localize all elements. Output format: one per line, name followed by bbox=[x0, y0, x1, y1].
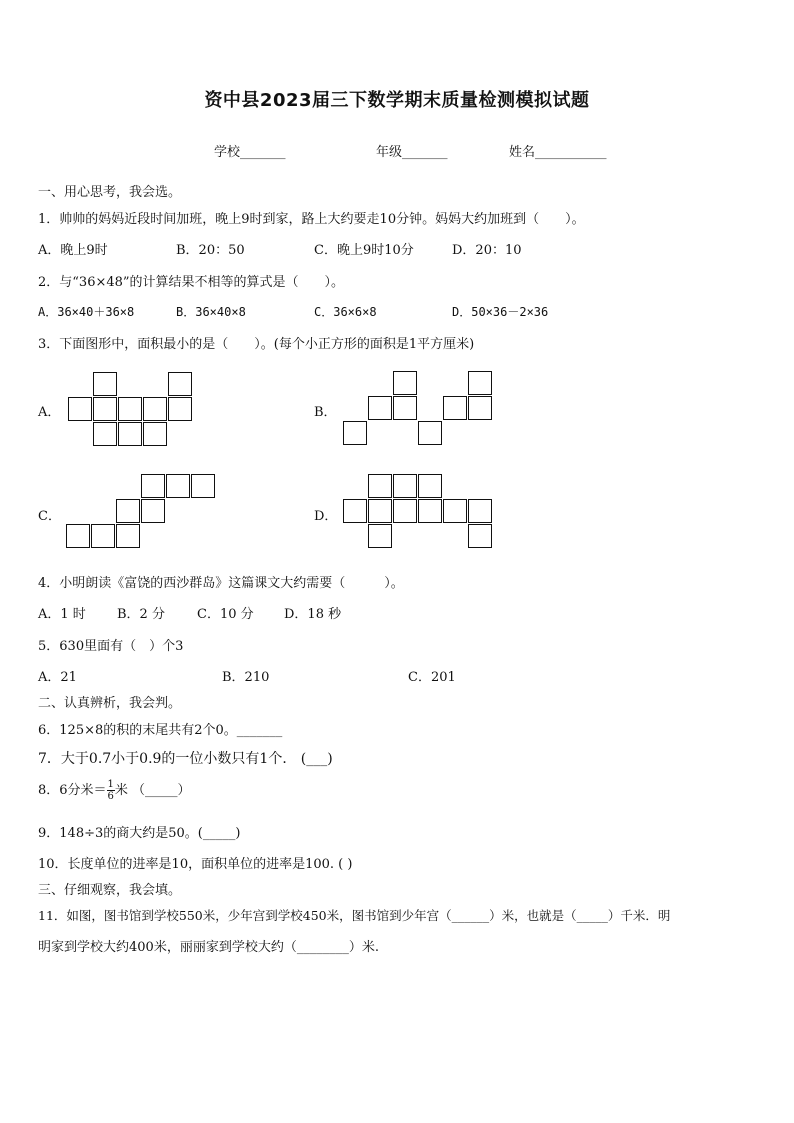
figure-a-label: A． bbox=[38, 405, 61, 420]
grid-cell bbox=[418, 474, 442, 498]
grid-cell bbox=[141, 499, 165, 523]
grid-cell bbox=[143, 422, 167, 446]
q4-option-c: C．10 分 bbox=[197, 607, 254, 622]
fraction bbox=[107, 779, 115, 802]
q2-option-a: A．36×40＋36×8 bbox=[38, 305, 135, 319]
fraction-denominator: 6 bbox=[107, 791, 114, 802]
question-5: 5．630里面有（ ）个3 bbox=[38, 639, 184, 654]
grade-field: 年级_______ bbox=[376, 145, 448, 160]
question-8 bbox=[38, 779, 191, 802]
q5-option-c: C．201 bbox=[408, 670, 456, 685]
grid-cell bbox=[91, 524, 115, 548]
grid-cell bbox=[168, 397, 192, 421]
q8-suffix: 米 （_____） bbox=[114, 783, 191, 798]
grid-cell bbox=[393, 371, 417, 395]
school-field: 学校_______ bbox=[214, 145, 286, 160]
grid-cell bbox=[93, 372, 117, 396]
grid-cell bbox=[191, 474, 215, 498]
q5-option-b: B．210 bbox=[222, 670, 270, 685]
grid-cell bbox=[116, 499, 140, 523]
grid-cell bbox=[468, 499, 492, 523]
figure-c-label: C． bbox=[38, 509, 61, 524]
grid-cell bbox=[443, 499, 467, 523]
grid-cell bbox=[368, 524, 392, 548]
q2-option-b: B．36×40×8 bbox=[176, 305, 246, 319]
grid-cell bbox=[418, 421, 442, 445]
q2-option-d: D．50×36－2×36 bbox=[452, 305, 549, 319]
q2-option-c: C．36×6×8 bbox=[314, 305, 377, 319]
question-11-line-1: 11．如图，图书馆到学校550米，少年宫到学校450米，图书馆到少年宫（______）米，也就是（_____）千米．明 bbox=[38, 908, 671, 923]
grid-cell bbox=[66, 524, 90, 548]
grid-cell bbox=[393, 474, 417, 498]
name-field: 姓名___________ bbox=[509, 145, 607, 160]
question-10: 10．长度单位的进率是10，面积单位的进率是100. ( ) bbox=[38, 857, 353, 872]
section-1-heading: 一、用心思考，我会选。 bbox=[38, 185, 182, 200]
grid-cell bbox=[141, 474, 165, 498]
grid-cell bbox=[343, 499, 367, 523]
section-3-heading: 三、仔细观察，我会填。 bbox=[38, 883, 182, 898]
grid-cell bbox=[118, 397, 142, 421]
section-2-heading: 二、认真辨析，我会判。 bbox=[38, 696, 182, 711]
grid-cell bbox=[68, 397, 92, 421]
grid-cell bbox=[443, 396, 467, 420]
question-11-line-2: 明家到学校大约400米，丽丽家到学校大约（________）米. bbox=[38, 940, 379, 955]
question-1: 1．帅帅的妈妈近段时间加班，晚上9时到家，路上大约要走10分钟。妈妈大约加班到（ ）。 bbox=[38, 212, 585, 227]
question-2: 2．与“36×48”的计算结果不相等的算式是（ ）。 bbox=[38, 275, 345, 290]
grid-cell bbox=[468, 396, 492, 420]
q5-option-a: A．21 bbox=[38, 670, 77, 685]
q1-option-c: C．晚上9时10分 bbox=[314, 243, 414, 258]
q8-prefix: 8．6分米＝ bbox=[38, 783, 107, 798]
grid-cell bbox=[143, 397, 167, 421]
q4-option-b: B．2 分 bbox=[117, 607, 165, 622]
grid-cell bbox=[368, 474, 392, 498]
grid-cell bbox=[343, 421, 367, 445]
grid-cell bbox=[118, 422, 142, 446]
question-4: 4．小明朗读《富饶的西沙群岛》这篇课文大约需要（ ）。 bbox=[38, 576, 404, 591]
grid-cell bbox=[418, 499, 442, 523]
grid-cell bbox=[116, 524, 140, 548]
grid-cell bbox=[368, 396, 392, 420]
grid-cell bbox=[166, 474, 190, 498]
grid-cell bbox=[368, 499, 392, 523]
q1-option-a: A．晚上9时 bbox=[38, 243, 108, 258]
q1-option-d: D．20：10 bbox=[452, 243, 522, 258]
grid-cell bbox=[468, 524, 492, 548]
page-title: 资中县2023届三下数学期末质量检测模拟试题 bbox=[204, 90, 590, 111]
grid-cell bbox=[168, 372, 192, 396]
question-3: 3．下面图形中，面积最小的是（ ）。(每个小正方形的面积是1平方厘米) bbox=[38, 337, 475, 352]
grid-cell bbox=[93, 422, 117, 446]
figure-d-label: D． bbox=[314, 509, 338, 524]
question-6: 6．125×8的积的末尾共有2个0。_______ bbox=[38, 723, 283, 738]
q4-option-a: A．1 时 bbox=[38, 607, 86, 622]
grid-cell bbox=[393, 499, 417, 523]
question-9: 9．148÷3的商大约是50。(_____) bbox=[38, 826, 241, 841]
q1-option-b: B．20：50 bbox=[176, 243, 245, 258]
grid-cell bbox=[468, 371, 492, 395]
grid-cell bbox=[393, 396, 417, 420]
fraction-numerator: 1 bbox=[107, 779, 114, 790]
figure-b-label: B． bbox=[314, 405, 337, 420]
question-7: 7．大于0.7小于0.9的一位小数只有1个． (___) bbox=[38, 751, 333, 767]
grid-cell bbox=[93, 397, 117, 421]
q4-option-d: D．18 秒 bbox=[284, 607, 342, 622]
